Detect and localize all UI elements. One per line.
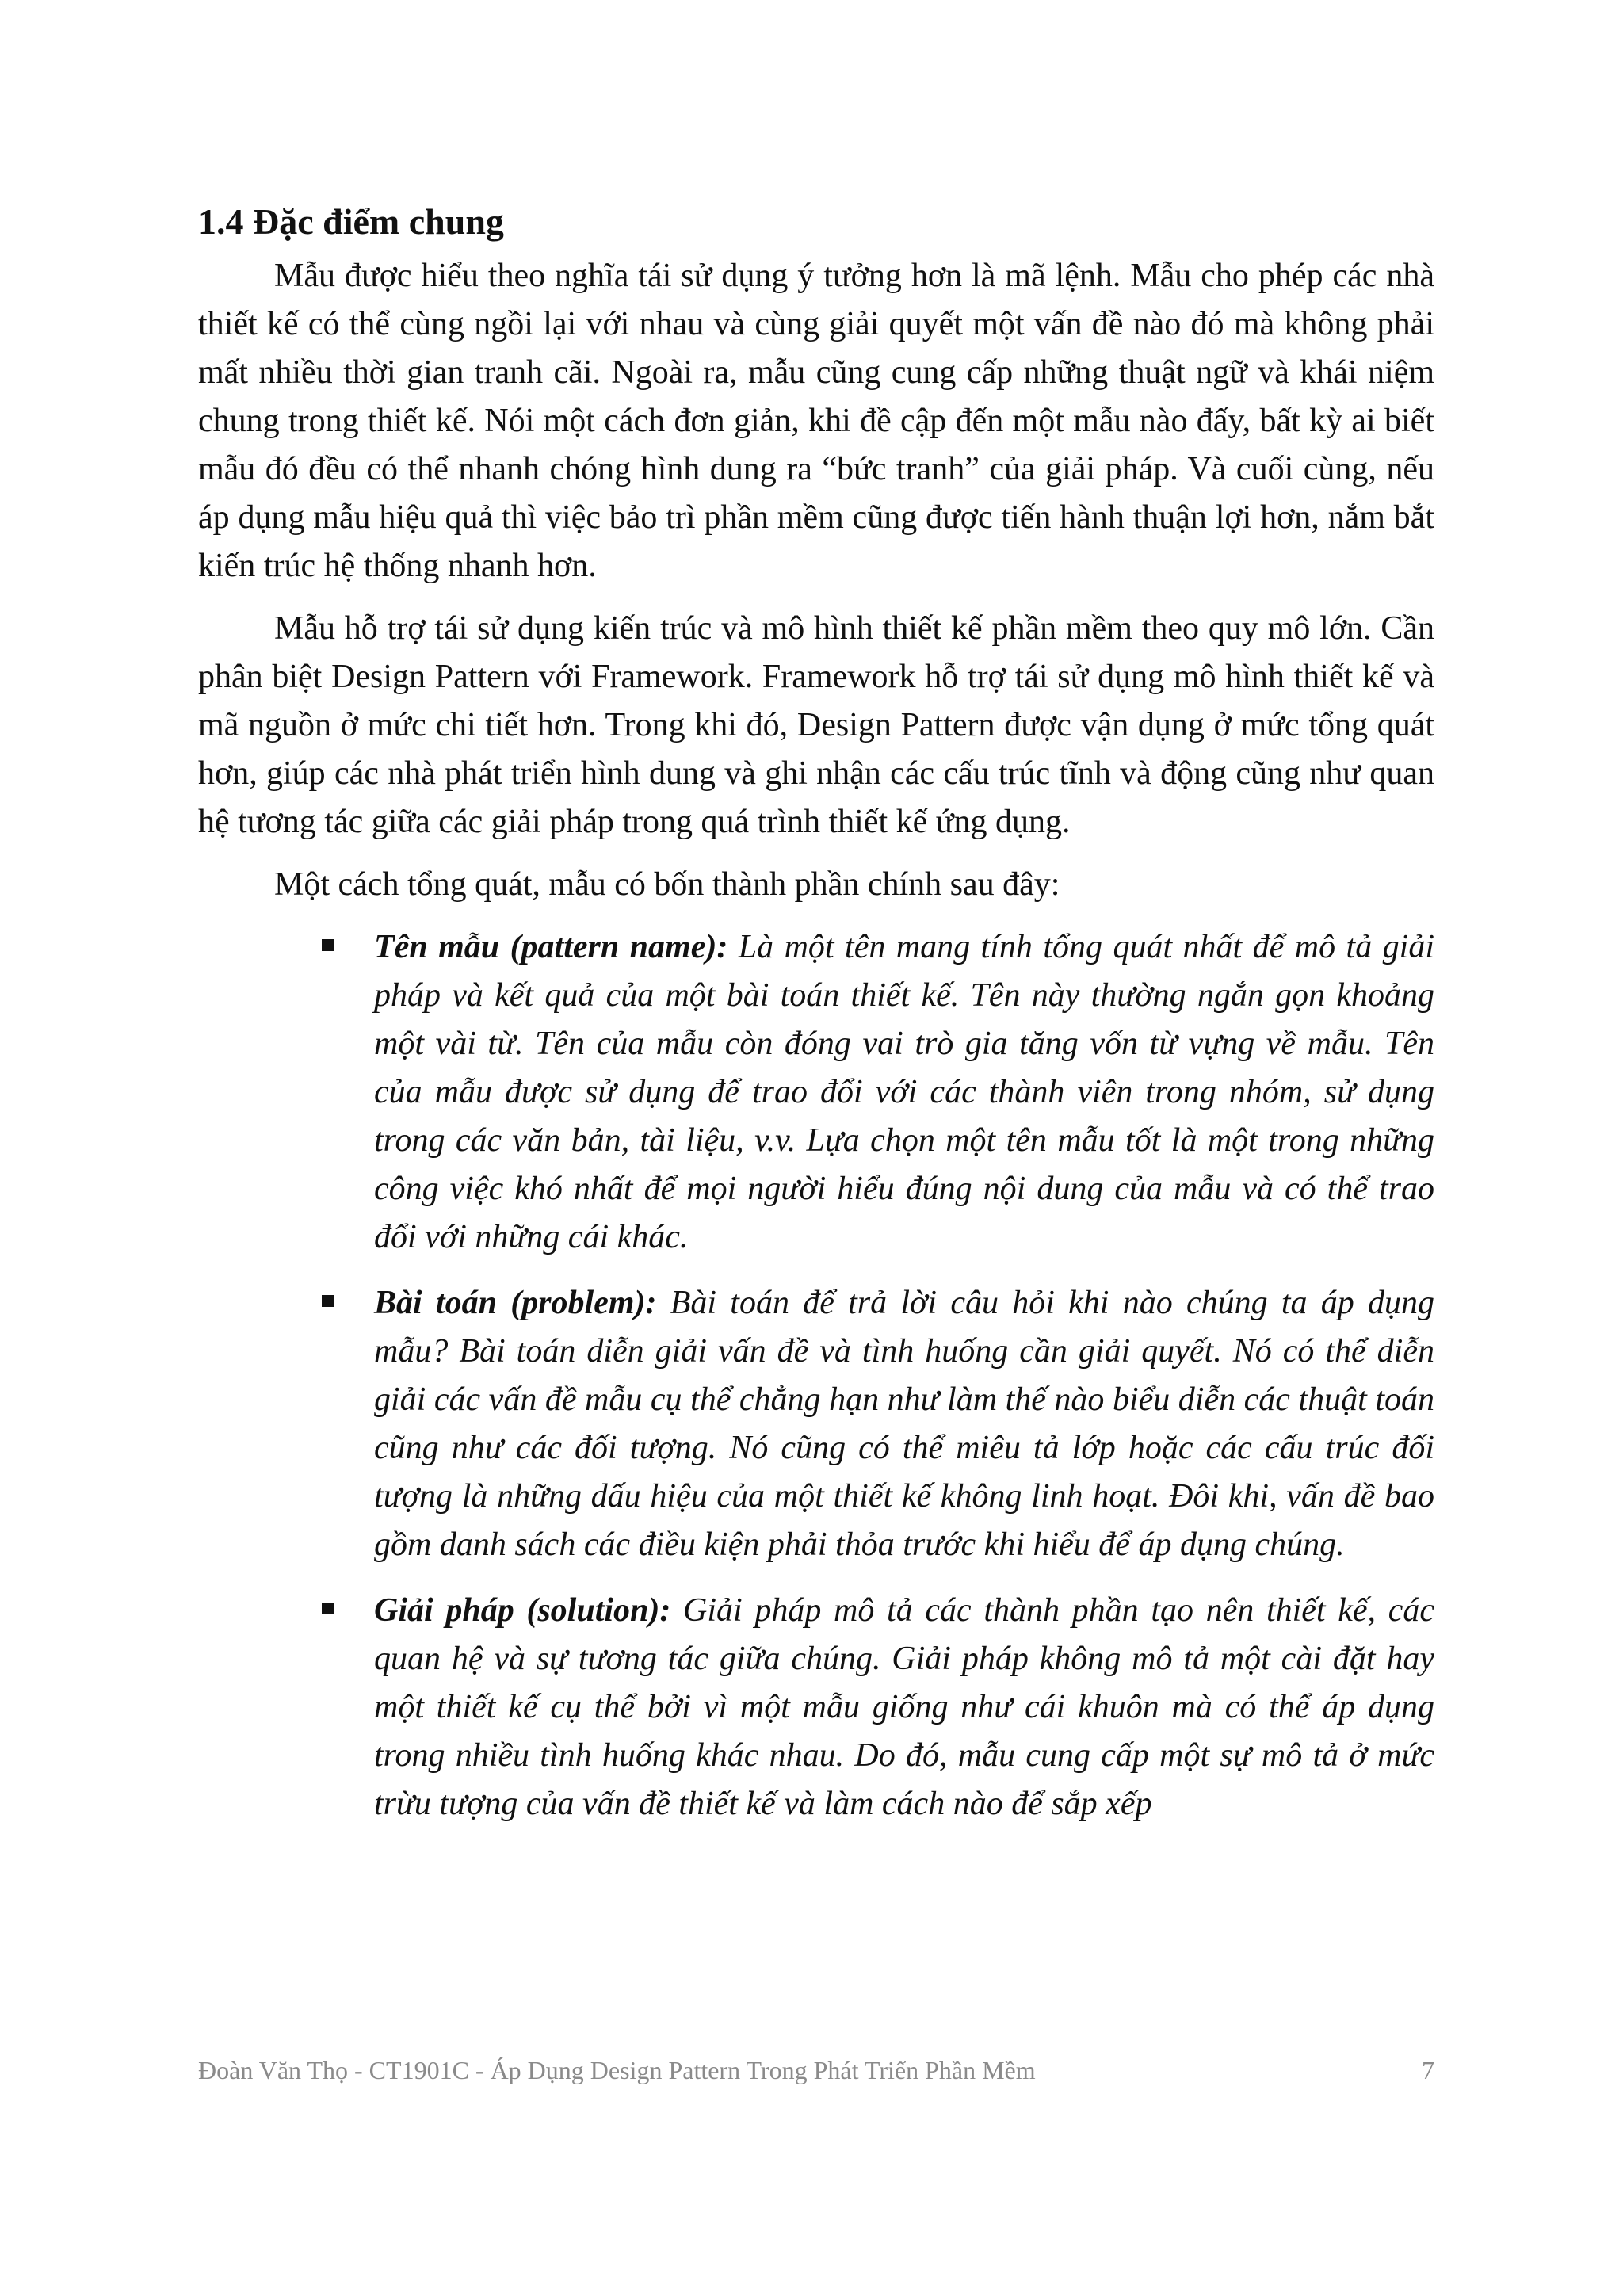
paragraph-design-pattern-vs-framework: Mẫu hỗ trợ tái sử dụng kiến trúc và mô hình thiết kế phần mềm theo quy mô lớn. Cần phân biệt Design Pattern với Framework. Framework hỗ trợ tái sử dụng mô hình thiết kế và mã nguồn ở mức chi tiết hơn. Trong khi đó, Design Pattern được vận dụng ở mức tổng quát hơn, giúp các nhà phát triển hình dung và ghi nhận các cấu trúc tĩnh và động cũng như quan hệ tương tác giữa các giải pháp trong quá trình thiết kế ứng dụng. — [198, 610, 1434, 840]
page-number: 7 — [1422, 2056, 1434, 2084]
list-item-solution — [374, 1587, 1434, 1828]
term-pattern-name: Tên mẫu (pattern name): — [374, 929, 728, 965]
paragraph-four-elements-intro: Một cách tổng quát, mẫu có bốn thành phần chính sau đây: — [274, 866, 1060, 903]
definition-problem: Bài toán để trả lời câu hỏi khi nào chúng ta áp dụng mẫu? Bài toán diễn giải vấn đề và tình huống cần giải quyết. Nó có thể diễn giải các vấn đề mẫu cụ thể chẳng hạn như làm thế nào biểu diễn các thuật toán cũng như các đối tượng. Nó cũng có thể miêu tả lớp hoặc các cấu trúc đối tượng là những dấu hiệu của một thiết kế không linh hoạt. Đôi khi, vấn đề bao gồm danh sách các điều kiện phải thỏa trước khi hiểu để áp dụng chúng. — [374, 1285, 1434, 1563]
square-bullet-icon — [322, 1603, 334, 1614]
paragraph-pattern-meaning: Mẫu được hiểu theo nghĩa tái sử dụng ý tưởng hơn là mã lệnh. Mẫu cho phép các nhà thiết kế có thể cùng ngồi lại với nhau và cùng giải quyết một vấn đề nào đó mà không phải mất nhiều thời gian tranh cãi. Ngoài ra, mẫu cũng cung cấp những thuật ngữ và khái niệm chung trong thiết kế. Nói một cách đơn giản, khi đề cập đến một mẫu nào đấy, bất kỳ ai biết mẫu đó đều có thể nhanh chóng hình dung ra “bức tranh” của giải pháp. Và cuối cùng, nếu áp dụng mẫu hiệu quả thì việc bảo trì phần mềm cũng được tiến hành thuận lợi hơn, nắm bắt kiến trúc hệ thống nhanh hơn. — [198, 258, 1434, 584]
section-heading: 1.4 Đặc điểm chung — [198, 201, 504, 242]
square-bullet-icon — [322, 1295, 334, 1307]
square-bullet-icon — [322, 939, 334, 951]
term-solution: Giải pháp (solution): — [374, 1592, 671, 1629]
page-content — [198, 198, 1434, 1846]
footer-text: Đoàn Văn Thọ - CT1901C - Áp Dụng Design Pattern Trong Phát Triển Phần Mềm — [198, 2056, 1036, 2084]
definition-solution: Giải pháp mô tả các thành phần tạo nên thiết kế, các quan hệ và sự tương tác giữa chúng. Giải pháp không mô tả một cài đặt hay một thiết kế cụ thể bởi vì một mẫu giống như cái khuôn mà có thể áp dụng trong nhiều tình huống khác nhau. Do đó, mẫu cung cấp một sự mô tả ở mức trừu tượng của vấn đề thiết kế và làm cách nào để sắp xếp — [374, 1592, 1434, 1822]
definition-pattern-name: Là một tên mang tính tổng quát nhất để mô tả giải pháp và kết quả của một bài toán thiết kế. Tên này thường ngắn gọn khoảng một vài từ. Tên của mẫu còn đóng vai trò gia tăng vốn từ vựng về mẫu. Tên của mẫu được sử dụng để trao đổi với các thành viên trong nhóm, sử dụng trong các văn bản, tài liệu, v.v. Lựa chọn một tên mẫu tốt là một trong những công việc khó nhất để mọi người hiểu đúng nội dung của mẫu và có thể trao đổi với những cái khác. — [374, 929, 1434, 1255]
list-item-problem — [374, 1279, 1434, 1569]
term-problem: Bài toán (problem): — [374, 1285, 657, 1321]
list-item-pattern-name — [374, 923, 1434, 1262]
pattern-elements-list — [198, 923, 1434, 1828]
